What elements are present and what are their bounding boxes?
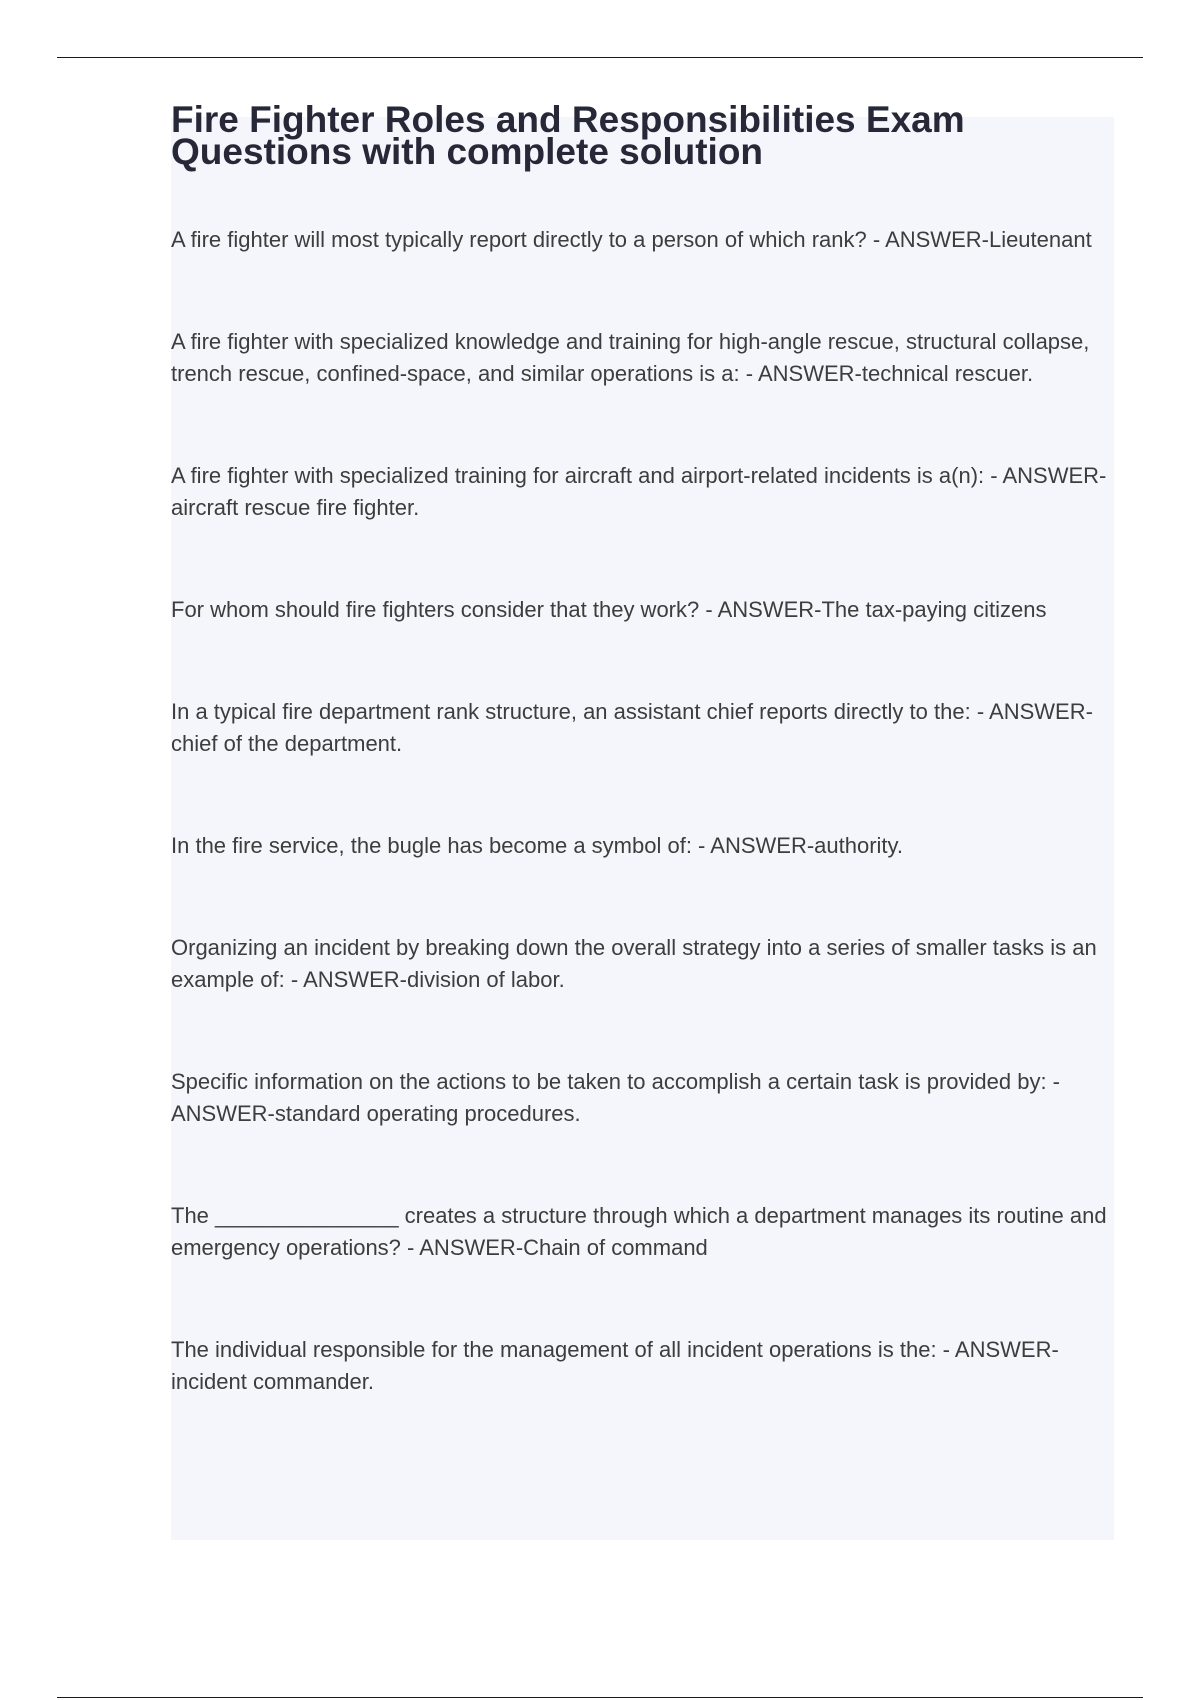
footer-rule [57, 1697, 1143, 1698]
qa-list [171, 224, 1121, 1398]
qa-item: A fire fighter with specialized knowledge and training for high-angle rescue, structural collapse, trench rescue, confined-space, and similar operations is a: - ANSWER-technical rescuer. [171, 329, 1090, 386]
qa-item: The individual responsible for the management of all incident operations is the: - ANSWER-incident commander. [171, 1337, 1059, 1394]
qa-item: Specific information on the actions to be taken to accomplish a certain task is provided by: - ANSWER-standard operating procedures. [171, 1069, 1061, 1126]
qa-item: The _______________ creates a structure through which a department manages its routine and emergency operations? - ANSWER-Chain of command [171, 1203, 1107, 1260]
header-rule [57, 57, 1143, 58]
qa-item: Organizing an incident by breaking down the overall strategy into a series of smaller tasks is an example of: - ANSWER-division of labor. [171, 935, 1097, 992]
qa-item: In the fire service, the bugle has become a symbol of: - ANSWER-authority. [171, 833, 904, 858]
qa-item: For whom should fire fighters consider that they work? - ANSWER-The tax-paying citizens [171, 597, 1047, 622]
qa-item: A fire fighter with specialized training for aircraft and airport-related incidents is a(n): - ANSWER-aircraft rescue fire fighter. [171, 463, 1107, 520]
qa-item: A fire fighter will most typically report directly to a person of which rank? - ANSWER-Lieutenant [171, 227, 1092, 252]
document-title: Fire Fighter Roles and Responsibilities Exam Questions with complete solution [171, 99, 965, 172]
qa-item: In a typical fire department rank structure, an assistant chief reports directly to the: - ANSWER-chief of the department. [171, 699, 1093, 756]
